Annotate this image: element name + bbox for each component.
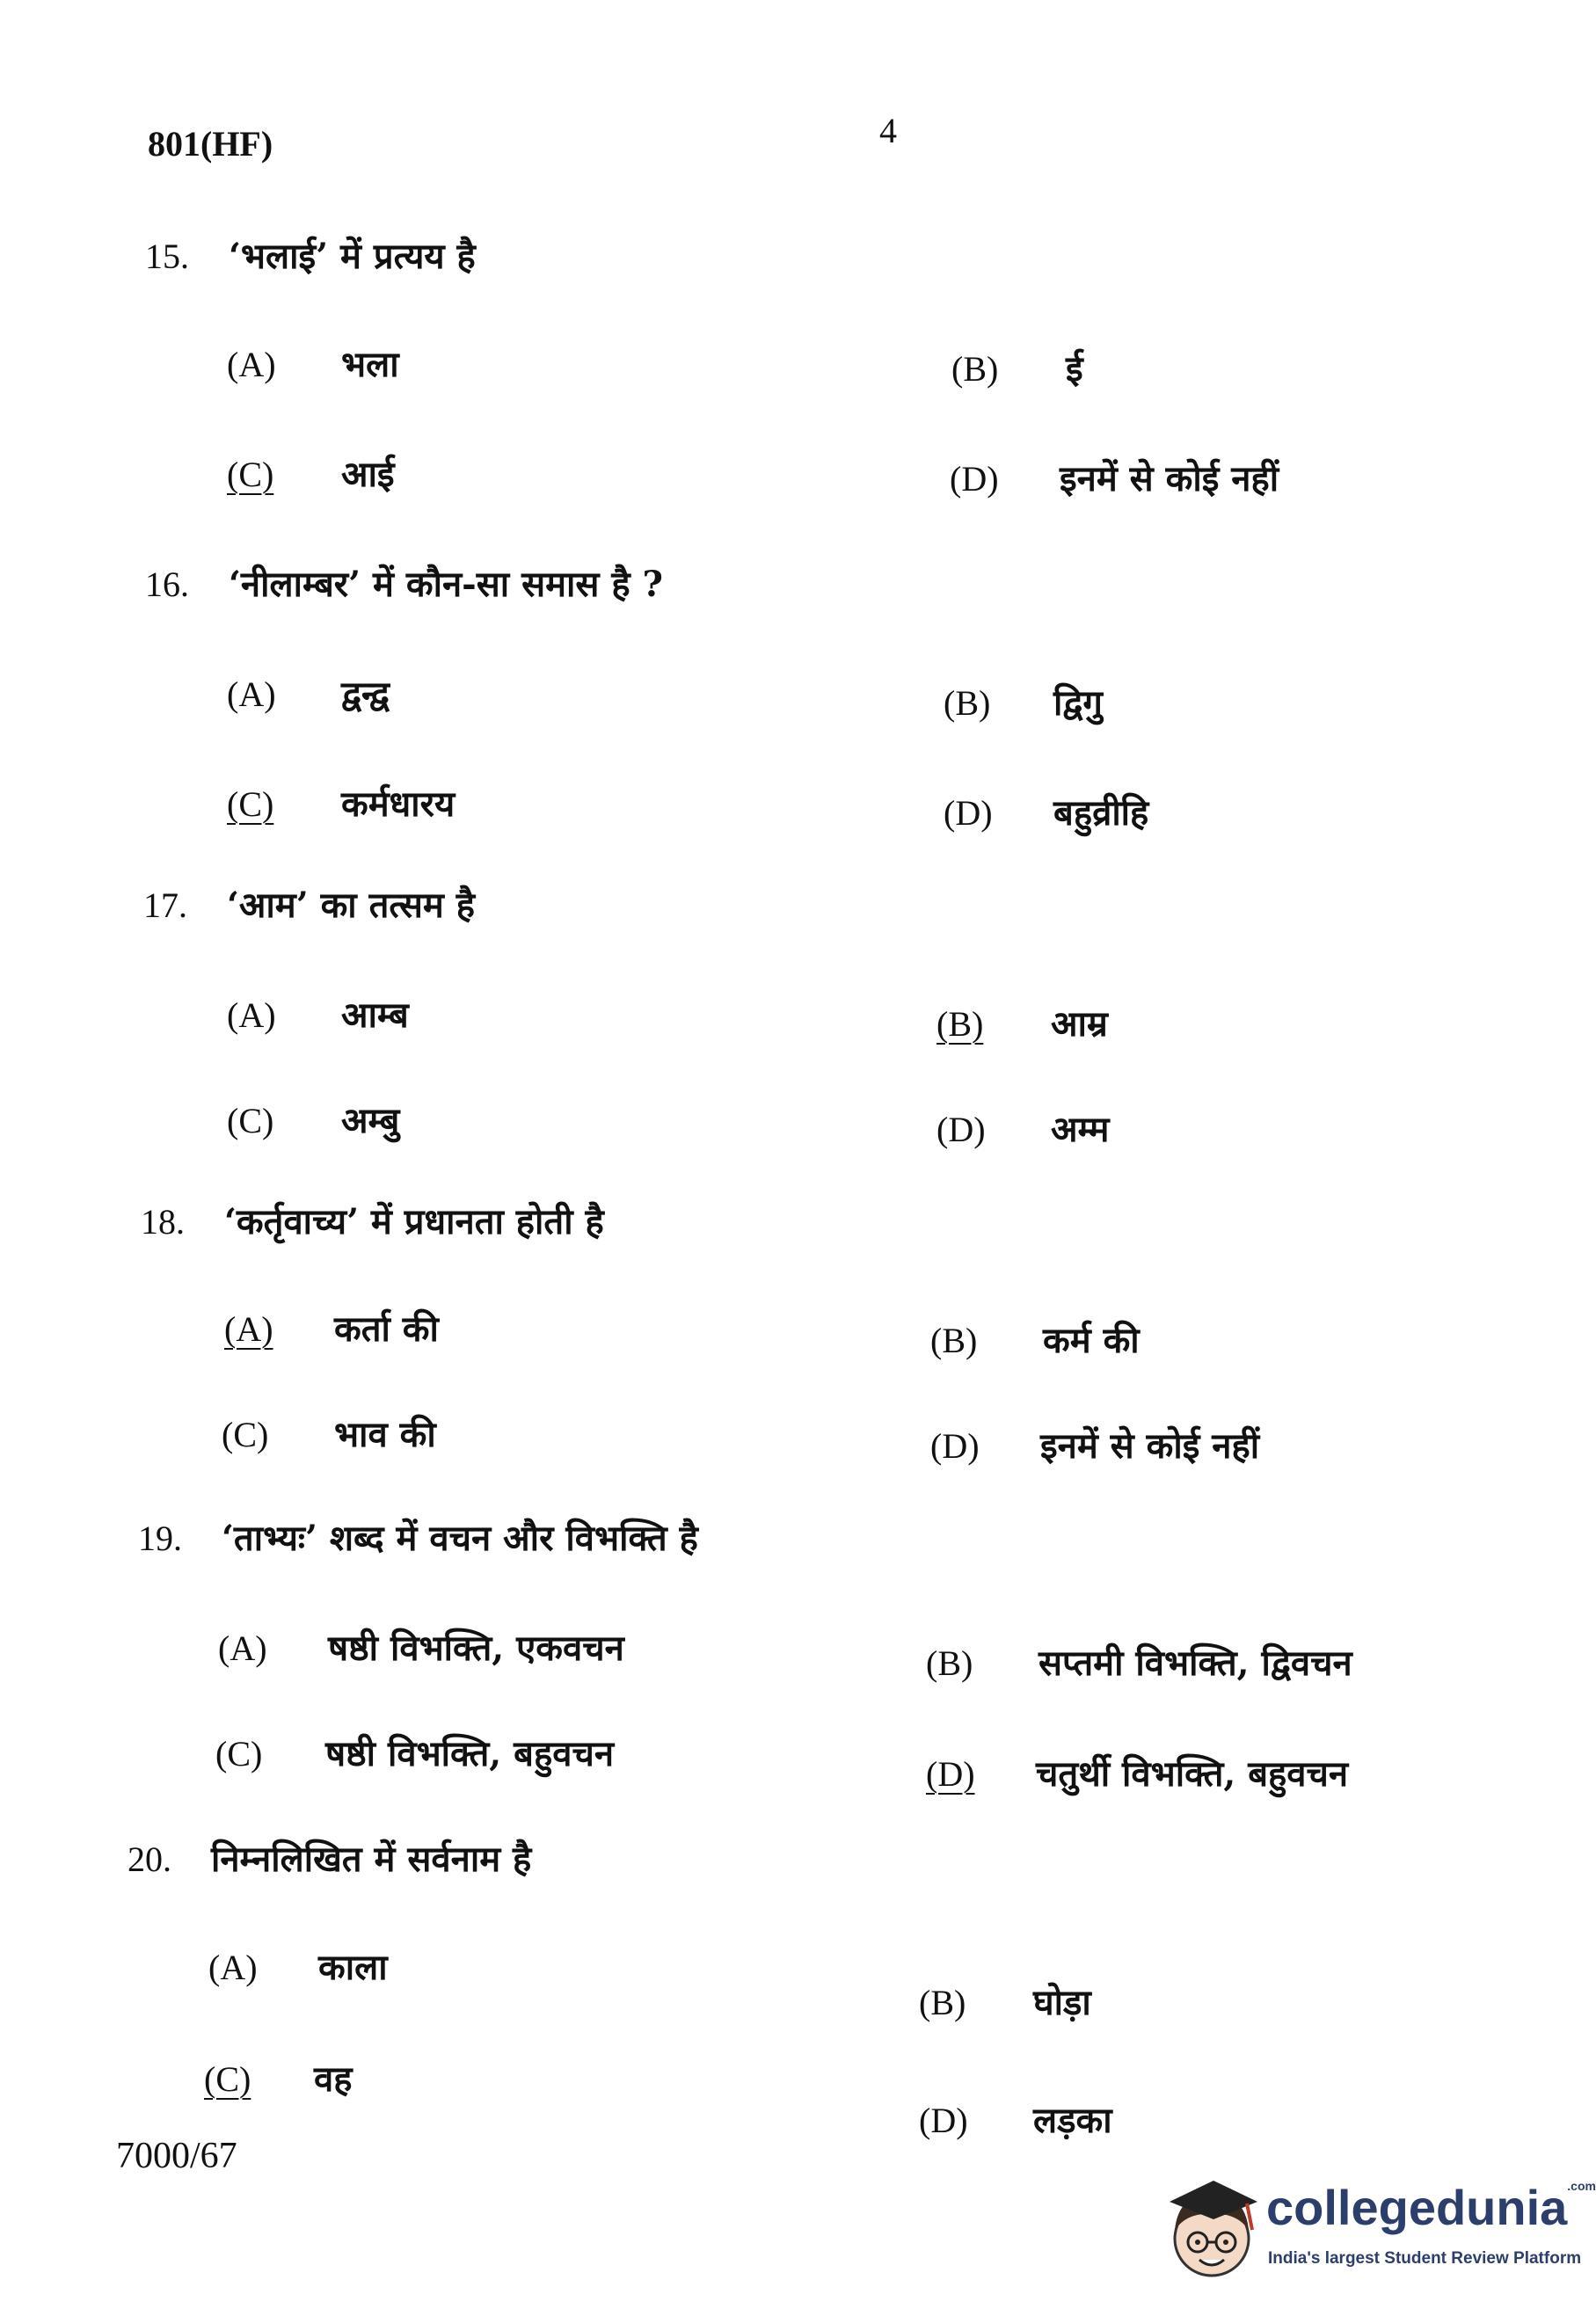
option-16-c: (C) कर्मधारय [227, 783, 455, 825]
option-17-b: (B) आम्र [936, 1003, 1108, 1045]
option-15-d: (D) इनमें से कोई नहीं [950, 458, 1279, 499]
page-number: 4 [879, 111, 897, 150]
option-16-b: (B) द्विगु [944, 682, 1103, 724]
question-number: 20. [128, 1839, 171, 1879]
question-text: ‘ताभ्यः’ शब्द में वचन और विभक्ति है [222, 1518, 698, 1559]
option-18-b: (B) कर्म की [930, 1320, 1140, 1361]
brand-tagline: India's largest Student Review Platform [1268, 2249, 1582, 2268]
question-number: 19. [138, 1519, 182, 1558]
option-19-a: (A) षष्ठी विभक्ति, एकवचन [218, 1628, 624, 1669]
option-19-b: (B) सप्तमी विभक्ति, द्विवचन [926, 1643, 1352, 1684]
question-number: 16. [145, 565, 189, 604]
paper-code: 801(HF) [148, 124, 273, 164]
option-20-b: (B) घोड़ा [919, 1982, 1091, 2023]
option-18-a: (A) कर्ता की [224, 1308, 439, 1350]
question-18 [141, 1196, 604, 1244]
question-16 [145, 558, 663, 607]
question-15 [145, 230, 476, 279]
option-16-a: (A) द्वन्द्व [227, 674, 390, 715]
question-text: ‘नीलाम्बर’ में कौन-सा समास है ? [229, 564, 663, 605]
option-16-d: (D) बहुव्रीहि [944, 792, 1149, 834]
footer-code: 7000/67 [116, 2136, 237, 2176]
option-15-a: (A) भला [227, 344, 399, 385]
option-17-d: (D) अम्म [936, 1109, 1110, 1150]
option-19-d: (D) चतुर्थी विभक्ति, बहुवचन [926, 1753, 1349, 1795]
question-text: ‘आम’ का तत्सम है [227, 885, 475, 926]
question-20 [128, 1833, 531, 1882]
question-text: ‘भलाई’ में प्रत्यय है [229, 236, 476, 277]
question-17 [143, 879, 475, 928]
question-text: ‘कर्तृवाच्य’ में प्रधानता होती है [224, 1201, 604, 1242]
question-number: 15. [145, 237, 189, 276]
collegedunia-watermark [1161, 2168, 1596, 2300]
mascot-icon [1161, 2168, 1266, 2300]
brand-name: collegedunia$^{.com}$ [1266, 2179, 1596, 2235]
option-17-a: (A) आम्ब [227, 994, 409, 1036]
option-15-c: (C) आई [227, 454, 395, 495]
option-15-b: (B) ई [951, 348, 1083, 390]
question-text: निम्नलिखित में सर्वनाम है [211, 1839, 532, 1880]
question-number: 17. [143, 885, 187, 925]
option-20-c: (C) वह [204, 2058, 353, 2100]
option-18-c: (C) भाव की [222, 1414, 436, 1455]
option-18-d: (D) इनमें से कोई नहीं [930, 1425, 1260, 1467]
option-20-a: (A) काला [208, 1947, 388, 1988]
option-17-c: (C) अम्बु [227, 1100, 400, 1141]
option-19-c: (C) षष्ठी विभक्ति, बहुवचन [215, 1733, 615, 1774]
option-20-d: (D) लड़का [919, 2100, 1112, 2141]
question-number: 18. [141, 1202, 185, 1242]
question-19 [138, 1512, 698, 1561]
